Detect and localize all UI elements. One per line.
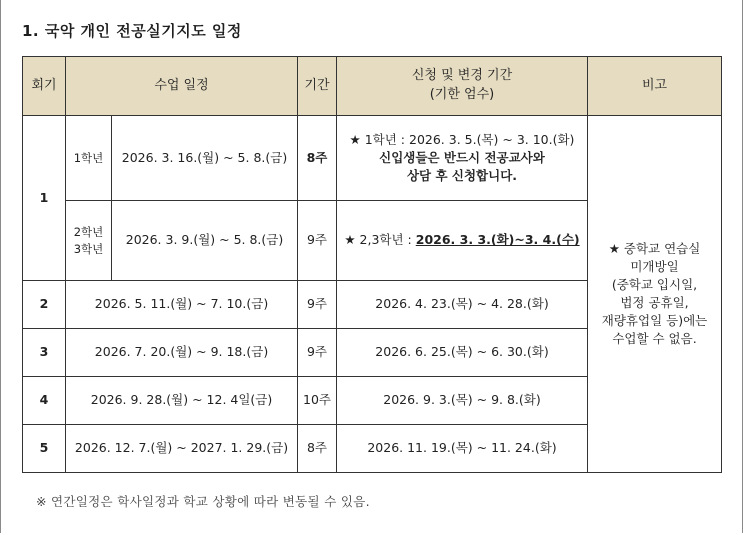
- remark-line: 법정 공휴일,: [620, 295, 689, 310]
- schedule-table: [22, 56, 722, 473]
- header-apply-line2: (기한 엄수): [429, 87, 495, 102]
- weeks-cell: 9주: [298, 281, 337, 329]
- apply-line: 신입생들은 반드시 전공교사와: [379, 149, 545, 165]
- dates-cell: 2026. 9. 28.(월) ~ 12. 4일(금): [66, 377, 298, 425]
- remark-line: 미개방일: [630, 258, 679, 274]
- table-row: [23, 116, 722, 201]
- dates-cell: 2026. 12. 7.(월) ~ 2027. 1. 29.(금): [66, 425, 298, 473]
- remark-cell: [588, 116, 722, 473]
- dates-cell: 2026. 3. 9.(월) ~ 5. 8.(금): [112, 201, 298, 281]
- remark-line: 수업할 수 없음.: [612, 331, 697, 347]
- apply-cell: [337, 116, 588, 201]
- header-schedule: 수업 일정: [66, 57, 298, 116]
- weeks-cell: 8주: [298, 116, 337, 201]
- weeks-cell: 9주: [298, 329, 337, 377]
- apply-prefix: ★ 2,3학년 :: [344, 232, 416, 248]
- header-apply: [337, 57, 588, 116]
- section-title: 1. 국악 개인 전공실기지도 일정: [22, 22, 242, 40]
- apply-dates-underlined: 2026. 3. 3.(화)~3. 4.(수): [415, 232, 580, 248]
- round-cell: 2: [23, 281, 66, 329]
- header-remark: 비고: [588, 57, 722, 116]
- grade-line: 3학년: [73, 241, 104, 256]
- round-cell: 3: [23, 329, 66, 377]
- apply-cell: 2026. 4. 23.(목) ~ 4. 28.(화): [337, 281, 588, 329]
- footnote: ※ 연간일정은 학사일정과 학교 상황에 따라 변동될 수 있음.: [36, 494, 370, 509]
- apply-cell: 2026. 9. 3.(목) ~ 9. 8.(화): [337, 377, 588, 425]
- grade-cell: [66, 201, 112, 281]
- round-cell: 1: [23, 116, 66, 281]
- apply-line: 상담 후 신청합니다.: [406, 168, 518, 184]
- apply-line: ★ 1학년 : 2026. 3. 5.(목) ~ 3. 10.(화): [349, 131, 575, 147]
- dates-cell: 2026. 7. 20.(월) ~ 9. 18.(금): [66, 329, 298, 377]
- header-round: 회기: [23, 57, 66, 116]
- remark-line: (중학교 입시일,: [611, 276, 698, 292]
- apply-cell: [337, 201, 588, 281]
- header-apply-line1: 신청 및 변경 기간: [411, 68, 513, 84]
- remark-line: 재량휴업일 등)에는: [601, 313, 708, 329]
- dates-cell: 2026. 3. 16.(월) ~ 5. 8.(금): [112, 116, 298, 201]
- weeks-cell: 10주: [298, 377, 337, 425]
- weeks-cell: 8주: [298, 425, 337, 473]
- apply-cell: 2026. 6. 25.(목) ~ 6. 30.(화): [337, 329, 588, 377]
- dates-cell: 2026. 5. 11.(월) ~ 7. 10.(금): [66, 281, 298, 329]
- round-cell: 4: [23, 377, 66, 425]
- round-cell: 5: [23, 425, 66, 473]
- grade-line: 2학년: [73, 224, 104, 239]
- header-weeks: 기간: [298, 57, 337, 116]
- apply-cell: 2026. 11. 19.(목) ~ 11. 24.(화): [337, 425, 588, 473]
- grade-cell: 1학년: [66, 116, 112, 201]
- weeks-cell: 9주: [298, 201, 337, 281]
- table-header-row: [23, 57, 722, 116]
- remark-line: ★ 중학교 연습실: [608, 240, 701, 256]
